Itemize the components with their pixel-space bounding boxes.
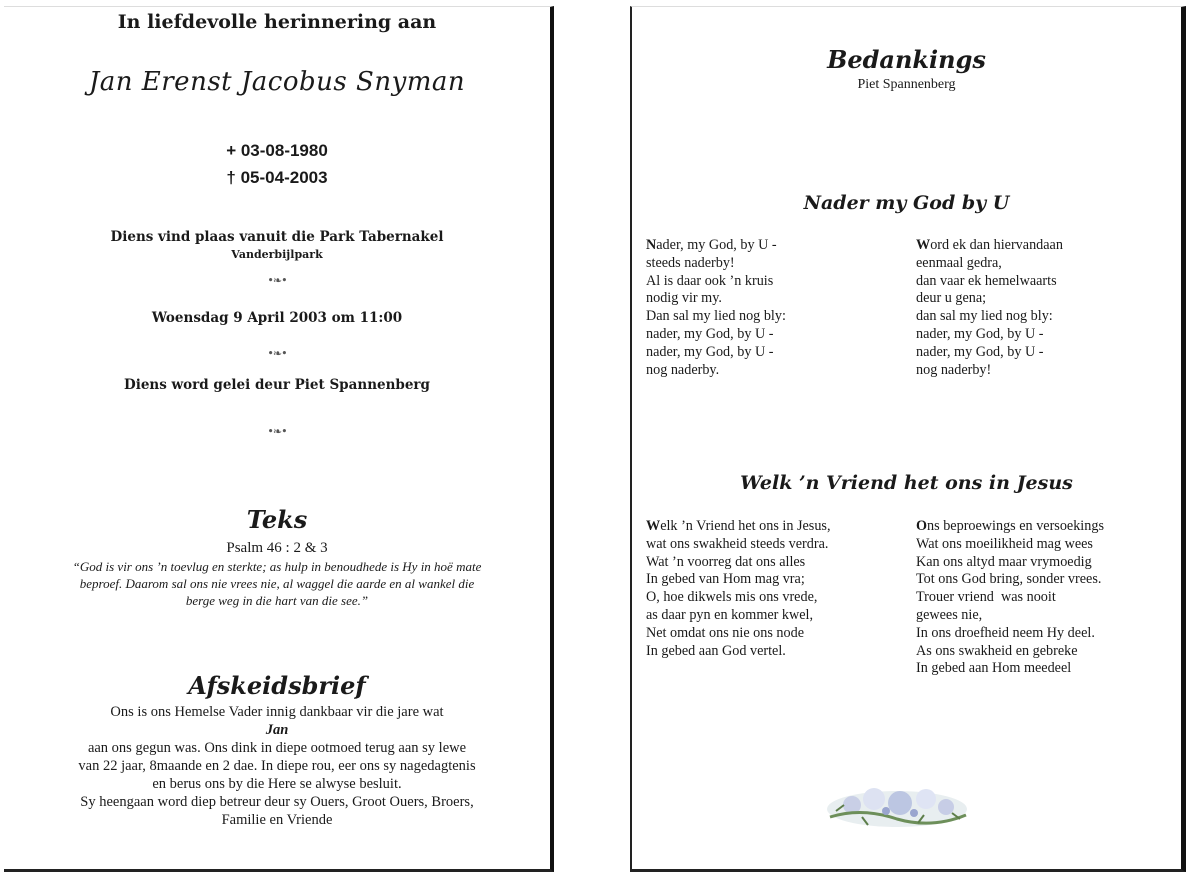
hymn-line: Welk ’n Vriend het ons in Jesus, bbox=[646, 518, 831, 534]
hymn1-verse2 bbox=[916, 237, 1063, 379]
flourish-divider: •❧• bbox=[267, 274, 287, 287]
hymn-line: dan sal my lied nog bly: bbox=[916, 308, 1053, 325]
scripture-quote bbox=[4, 558, 550, 609]
hymn-line: O, hoe dikwels mis ons vrede, bbox=[646, 589, 818, 606]
bedankings-heading: Bedankings bbox=[827, 45, 986, 74]
verse-initial: N bbox=[646, 237, 657, 253]
birth-date: + 03-08-1980 bbox=[226, 141, 328, 160]
quote-line: beproef. Daarom sal ons nie vrees nie, al waggel die aarde en al wankel die bbox=[79, 576, 475, 591]
hymn1-title: Nader my God by U bbox=[803, 192, 1010, 214]
farewell-letter bbox=[4, 703, 550, 829]
hymn-line: Al is daar ook ’n kruis bbox=[646, 272, 774, 289]
hymn-line: deur u gena; bbox=[916, 290, 987, 307]
letter-name: Jan bbox=[265, 722, 289, 738]
hymn-line: Wat ’n voorreg dat ons alles bbox=[646, 553, 806, 570]
memorial-title: In liefdevolle herinnering aan bbox=[117, 11, 437, 33]
hymn-line: nader, my God, by U - bbox=[646, 343, 774, 360]
hymn-line: In gebed aan God vertel. bbox=[646, 642, 786, 659]
hymn2-verse1 bbox=[646, 518, 831, 660]
hymn-line: Trouer vriend was nooit bbox=[916, 589, 1056, 606]
hymn-line: wat ons swakheid steeds verdra. bbox=[646, 535, 829, 552]
hymn-line: In ons droefheid neem Hy deel. bbox=[916, 624, 1095, 641]
hymn1-verse1 bbox=[646, 237, 786, 379]
hymn-line: as daar pyn en kommer kwel, bbox=[646, 606, 814, 623]
hymn-line: Kan ons altyd maar vrymoedig bbox=[916, 553, 1092, 570]
flower-ornament bbox=[822, 783, 972, 831]
letter-line: Ons is ons Hemelse Vader innig dankbaar vir die jare wat bbox=[110, 704, 444, 720]
hymn-line: nog naderby. bbox=[646, 361, 720, 378]
hymn-line: steeds naderby! bbox=[646, 254, 735, 271]
hymn-line: eenmaal gedra, bbox=[916, 254, 1002, 271]
afskeidsbrief-heading: Afskeidsbrief bbox=[188, 671, 366, 700]
hymn-line: Net omdat ons nie ons node bbox=[646, 624, 805, 641]
letter-line: aan ons gegun was. Ons dink in diepe ootmoed terug aan sy lewe bbox=[87, 740, 467, 756]
service-town: Vanderbijlpark bbox=[231, 248, 323, 261]
flourish-divider: •❧• bbox=[267, 425, 287, 438]
quote-line: berge weg in die hart van die see.” bbox=[185, 593, 369, 608]
letter-line: van 22 jaar, 8maande en 2 dae. In diepe rou, eer ons sy nagedagtenis bbox=[78, 758, 476, 774]
letter-line: Sy heengaan word diep betreur deur sy Ouers, Groot Ouers, Broers, bbox=[80, 794, 474, 810]
hymn-line: nader, my God, by U - bbox=[916, 325, 1044, 342]
verse-initial: W bbox=[916, 237, 931, 253]
flourish-divider: •❧• bbox=[267, 347, 287, 360]
hymn-line: Ons beproewings en versoekings bbox=[916, 518, 1104, 534]
letter-line: en berus ons by die Here se alwyse besluit. bbox=[152, 776, 402, 792]
hymn-line: nader, my God, by U - bbox=[646, 325, 774, 342]
hymn-line: In gebed aan Hom meedeel bbox=[916, 660, 1072, 677]
service-place: Diens vind plaas vanuit die Park Tabernakel bbox=[110, 229, 444, 245]
hymn-line: dan vaar ek hemelwaarts bbox=[916, 272, 1057, 289]
scripture-reference: Psalm 46 : 2 & 3 bbox=[226, 540, 328, 556]
verse-initial: W bbox=[646, 518, 661, 534]
quote-line: “God is vir ons ’n toevlug en sterkte; as hulp in benoudhede is Hy in hoë mate bbox=[72, 559, 482, 574]
verse-initial: O bbox=[916, 518, 928, 534]
deceased-name: Jan Erenst Jacobus Snyman bbox=[88, 67, 466, 97]
hymn2-verse2 bbox=[916, 518, 1104, 678]
service-date: Woensdag 9 April 2003 om 11:00 bbox=[151, 310, 403, 326]
hymn-line: Tot ons God bring, sonder vrees. bbox=[916, 571, 1102, 588]
left-page bbox=[4, 6, 554, 872]
hymn-line: nog naderby! bbox=[916, 361, 992, 378]
teks-heading: Teks bbox=[246, 505, 308, 534]
bedankings-name: Piet Spannenberg bbox=[857, 77, 956, 92]
service-leader: Diens word gelei deur Piet Spannenberg bbox=[123, 377, 430, 393]
hymn-line: gewees nie, bbox=[916, 606, 983, 623]
death-date: † 05-04-2003 bbox=[226, 168, 328, 187]
hymn-line: Wat ons moeilikheid mag wees bbox=[916, 535, 1093, 552]
hymn-line: In gebed van Hom mag vra; bbox=[646, 571, 805, 588]
hymn2-title: Welk ’n Vriend het ons in Jesus bbox=[740, 472, 1073, 494]
hymn-line: Word ek dan hiervandaan bbox=[916, 237, 1063, 253]
hymn-line: nodig vir my. bbox=[646, 290, 722, 307]
hymn-line: Dan sal my lied nog bly: bbox=[646, 308, 786, 325]
right-page bbox=[630, 6, 1186, 872]
hymn-line: As ons swakheid en gebreke bbox=[916, 642, 1078, 659]
hymn-line: nader, my God, by U - bbox=[916, 343, 1044, 360]
letter-line: Familie en Vriende bbox=[221, 812, 333, 828]
hymn-line: Nader, my God, by U - bbox=[646, 237, 777, 253]
